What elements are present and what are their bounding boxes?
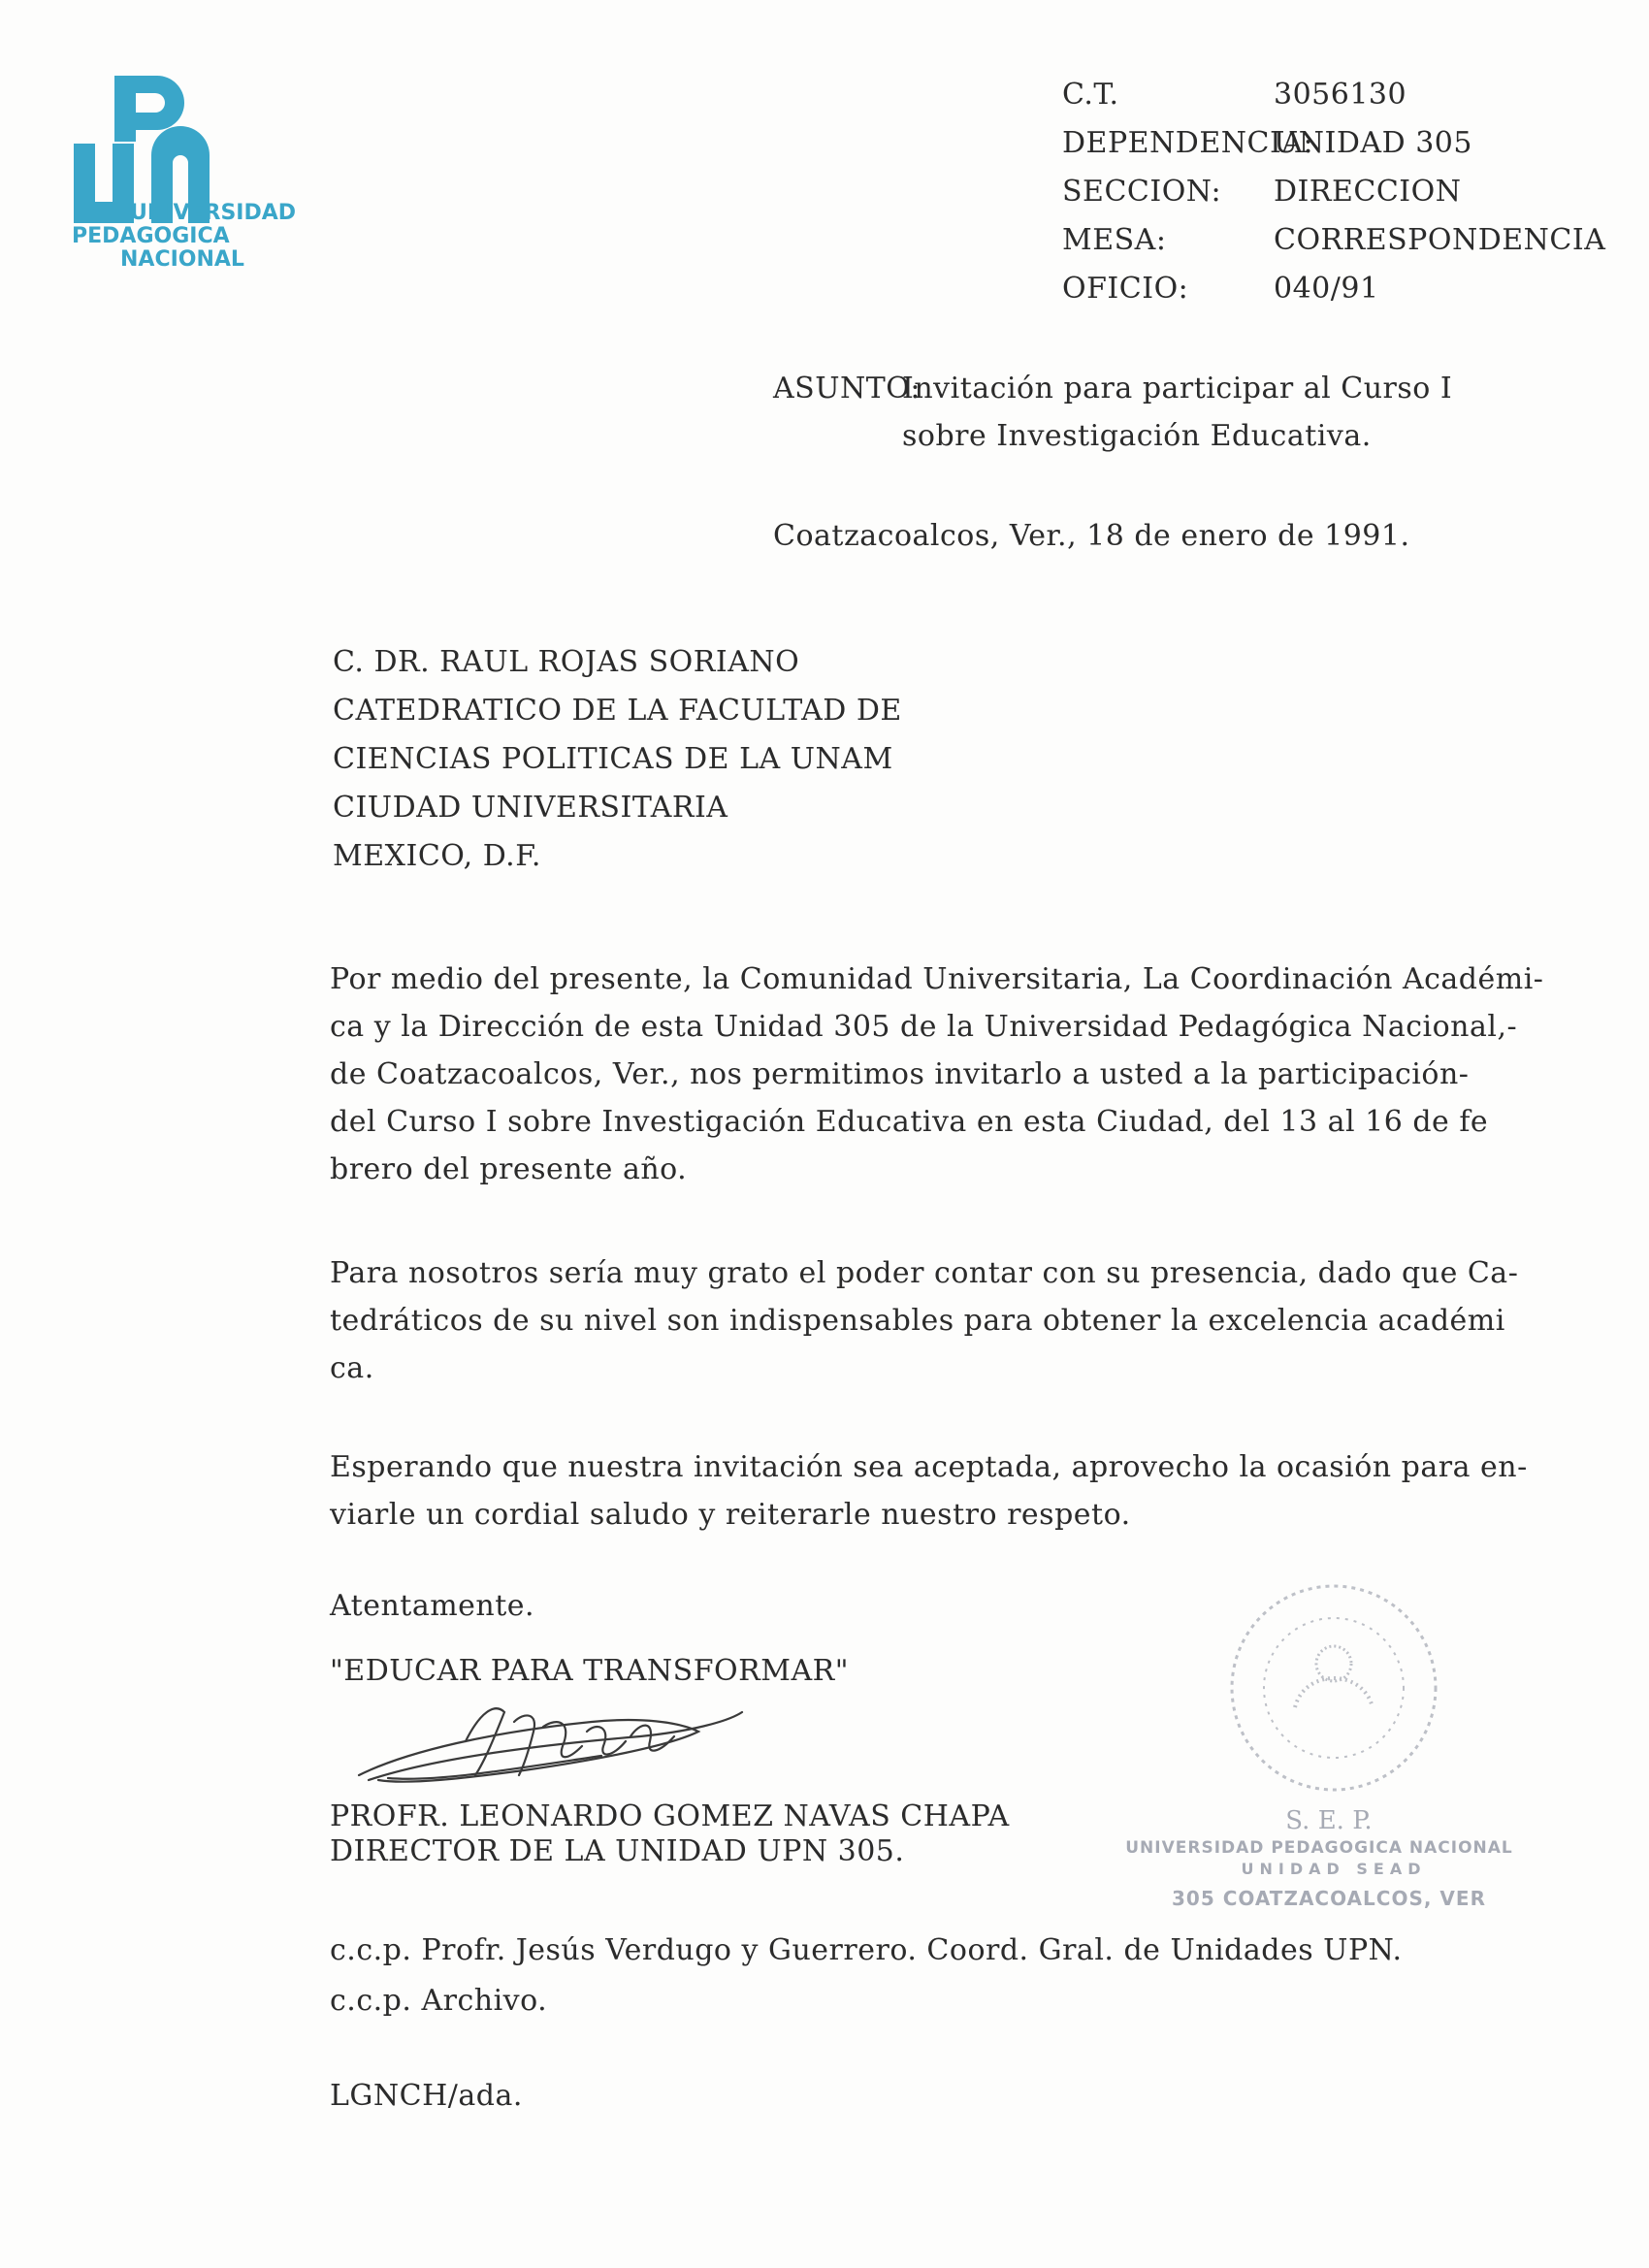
recipient-line: CIENCIAS POLITICAS DE LA UNAM (333, 742, 893, 776)
seal-line-2: UNIVERSIDAD PEDAGOGICA NACIONAL (1125, 1838, 1513, 1858)
body-line: ca y la Dirección de esta Unidad 305 de la Universidad Pedagógica Nacional,- (330, 1010, 1518, 1044)
body-paragraph-1 (330, 956, 1562, 1193)
body-line: Para nosotros sería muy grato el poder contar con su presencia, dado que Ca- (330, 1256, 1519, 1290)
subject-label: ASUNTO: (773, 372, 921, 405)
subject-line-2: sobre Investigación Educativa. (902, 419, 1372, 453)
copy-line: c.c.p. Profr. Jesús Verdugo y Guerrero. Coord. Gral. de Unidades UPN. (330, 1933, 1403, 1967)
header-key: SECCION: (1062, 175, 1222, 209)
copy-line: c.c.p. Archivo. (330, 1984, 548, 2018)
signer-block (330, 1799, 1010, 1869)
logo-line-2: PEDAGOGICA (72, 224, 230, 248)
reference-initials: LGNCH/ada. (330, 2079, 523, 2113)
date-line: Coatzacoalcos, Ver., 18 de enero de 1991. (773, 519, 1410, 553)
header-key: OFICIO: (1062, 272, 1189, 306)
body-line: ca. (330, 1351, 374, 1385)
body-line: viarle un cordial saludo y reiterarle nuestro respeto. (330, 1498, 1131, 1532)
signer-name: PROFR. LEONARDO GOMEZ NAVAS CHAPA (330, 1799, 1010, 1833)
body-line: brero del presente año. (330, 1152, 688, 1186)
signer-title: DIRECTOR DE LA UNIDAD UPN 305. (330, 1834, 905, 1868)
header-key: C.T. (1062, 78, 1119, 112)
recipient-line: MEXICO, D.F. (333, 839, 541, 873)
body-line: Por medio del presente, la Comunidad Universitaria, La Coordinación Académi- (330, 962, 1544, 996)
body-line: de Coatzacoalcos, Ver., nos permitimos invitarlo a usted a la participación- (330, 1057, 1470, 1091)
logo-wordmark (70, 202, 303, 272)
subject-line-1: Invitación para participar al Curso I (902, 372, 1453, 405)
closing-motto: "EDUCAR PARA TRANSFORMAR" (330, 1654, 849, 1688)
copies-block (330, 1933, 1403, 2034)
header-key: MESA: (1062, 223, 1167, 257)
header-value: 040/91 (1274, 272, 1379, 306)
recipient-line: CATEDRATICO DE LA FACULTAD DE (333, 694, 902, 728)
recipient-line: C. DR. RAUL ROJAS SORIANO (333, 645, 800, 679)
official-seal-icon (1096, 1571, 1523, 1930)
closing-salutation: Atentamente. (330, 1589, 535, 1623)
seal-line-1: S. E. P. (1285, 1806, 1373, 1835)
body-paragraph-2 (330, 1249, 1562, 1392)
header-value: 3056130 (1274, 78, 1407, 112)
header-key: DEPENDENCIA: (1062, 126, 1314, 160)
body-line: del Curso I sobre Investigación Educativa en esta Ciudad, del 13 al 16 de fe (330, 1105, 1489, 1139)
signature-icon (349, 1693, 747, 1799)
body-line: Esperando que nuestra invitación sea aceptada, aprovecho la ocasión para en- (330, 1450, 1528, 1484)
logo-line-1: UNIVERSIDAD (130, 201, 297, 225)
header-value: UNIDAD 305 (1274, 126, 1472, 160)
recipient-line: CIUDAD UNIVERSITARIA (333, 791, 728, 825)
header-value: DIRECCION (1274, 175, 1462, 209)
header-value: CORRESPONDENCIA (1274, 223, 1606, 257)
body-paragraph-3 (330, 1443, 1562, 1539)
logo-line-3: NACIONAL (120, 247, 244, 272)
seal-line-4: 305 COATZACOALCOS, VER (1172, 1887, 1486, 1910)
recipient-block (333, 645, 902, 888)
seal-line-3: UNIDAD SEAD (1241, 1860, 1427, 1878)
body-line: tedráticos de su nivel son indispensables para obtener la excelencia académi (330, 1304, 1505, 1338)
